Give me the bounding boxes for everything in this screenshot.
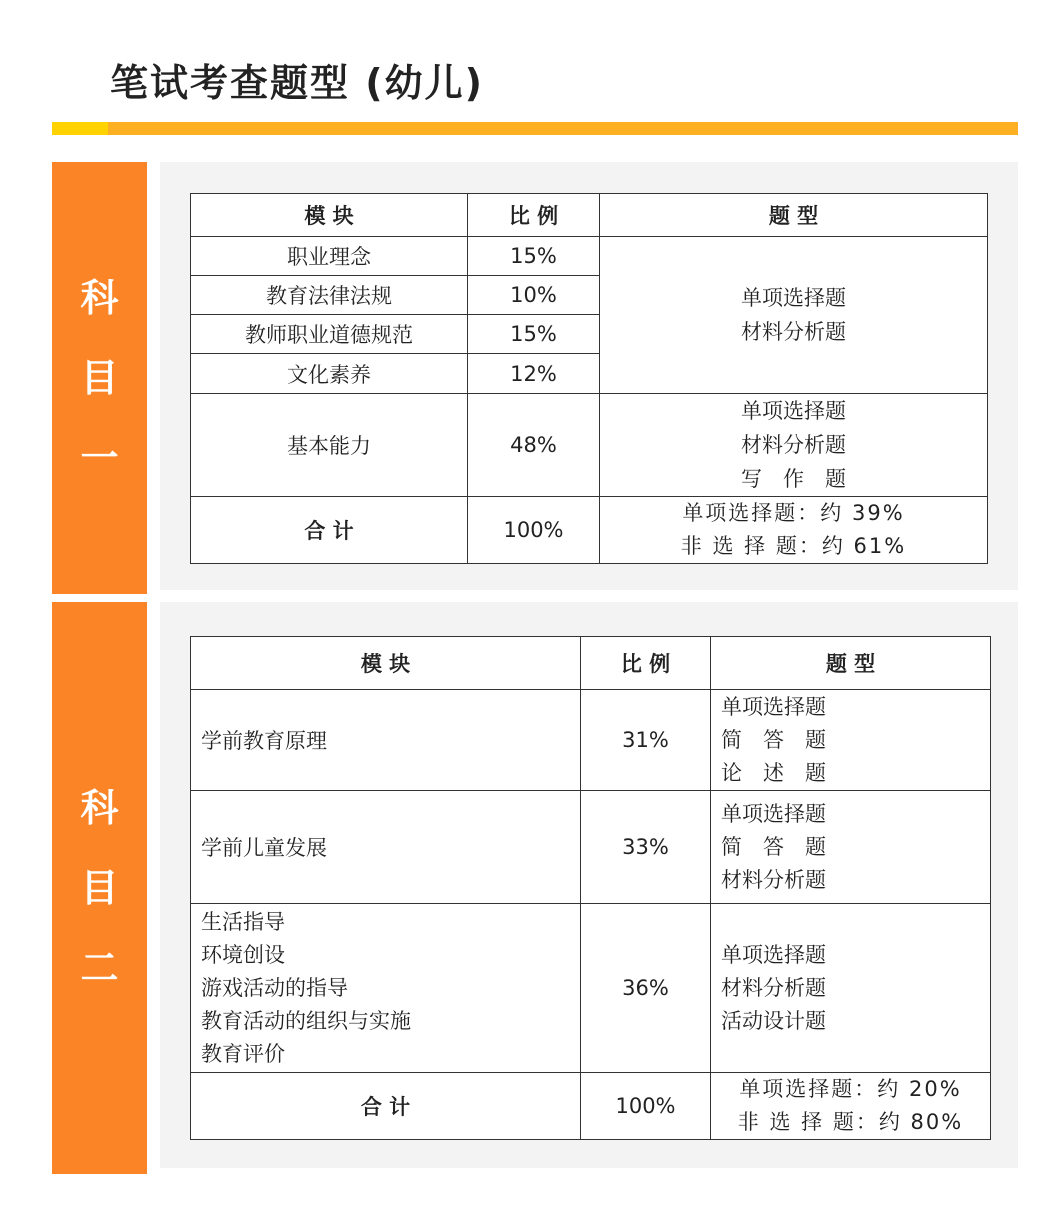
subject-1-label bbox=[52, 162, 147, 594]
module-line: 生活指导 bbox=[201, 909, 285, 934]
module-line: 学前儿童发展 bbox=[201, 836, 327, 860]
module-line: 游戏活动的指导 bbox=[201, 975, 348, 1000]
header-module: 模 块 bbox=[191, 637, 581, 690]
type-line: 单项选择题：约 20% bbox=[739, 1077, 962, 1101]
subject-1-char: 一 bbox=[80, 436, 119, 480]
ratio-cell: 15% bbox=[468, 315, 600, 354]
module-line: 教育活动的组织与实施 bbox=[201, 1008, 411, 1033]
title-underline-accent bbox=[52, 122, 108, 135]
type-line: 材料分析题 bbox=[721, 975, 826, 1000]
ratio-cell: 33% bbox=[581, 791, 711, 904]
type-line: 简 答 题 bbox=[721, 727, 826, 752]
module-line: 学前教育原理 bbox=[201, 729, 327, 753]
type-line: 单项选择题 bbox=[721, 801, 826, 826]
header-type: 题 型 bbox=[711, 637, 991, 690]
type-cell bbox=[711, 904, 991, 1073]
type-cell bbox=[600, 237, 988, 394]
total-label: 合 计 bbox=[191, 497, 468, 564]
header-type: 题 型 bbox=[600, 194, 988, 237]
type-line: 简 答 题 bbox=[721, 834, 826, 859]
type-line: 活动设计题 bbox=[721, 1008, 826, 1033]
ratio-cell: 10% bbox=[468, 276, 600, 315]
subject-2-char: 二 bbox=[80, 946, 119, 990]
total-label: 合 计 bbox=[191, 1073, 581, 1140]
module-line: 教育评价 bbox=[201, 1041, 285, 1066]
subject-2-label bbox=[52, 602, 147, 1174]
total-types bbox=[600, 497, 988, 564]
ratio-cell: 36% bbox=[581, 904, 711, 1073]
type-line: 非 选 择 题：约 80% bbox=[737, 1110, 964, 1134]
type-line: 材料分析题 bbox=[741, 320, 846, 344]
type-cell bbox=[600, 394, 988, 497]
type-line: 单项选择题 bbox=[741, 399, 846, 423]
subject-1-table bbox=[190, 193, 988, 564]
header-module: 模 块 bbox=[191, 194, 468, 237]
module-cell: 基本能力 bbox=[191, 394, 468, 497]
type-line: 材料分析题 bbox=[721, 867, 826, 892]
type-line: 写 作 题 bbox=[741, 467, 846, 491]
subject-1-char: 科 bbox=[80, 276, 119, 320]
subject-2-table bbox=[190, 636, 991, 1140]
type-line: 单项选择题：约 39% bbox=[682, 501, 905, 525]
module-line: 环境创设 bbox=[201, 942, 285, 967]
type-cell bbox=[711, 690, 991, 791]
type-line: 论 述 题 bbox=[721, 760, 826, 785]
module-cell bbox=[191, 791, 581, 904]
module-cell: 职业理念 bbox=[191, 237, 468, 276]
ratio-cell: 12% bbox=[468, 354, 600, 394]
header-ratio: 比 例 bbox=[581, 637, 711, 690]
module-cell bbox=[191, 690, 581, 791]
ratio-cell: 15% bbox=[468, 237, 600, 276]
type-line: 单项选择题 bbox=[721, 694, 826, 719]
type-line: 单项选择题 bbox=[741, 286, 846, 310]
module-cell: 文化素养 bbox=[191, 354, 468, 394]
type-line: 非 选 择 题：约 61% bbox=[680, 534, 907, 558]
module-cell: 教师职业道德规范 bbox=[191, 315, 468, 354]
subject-2-char: 目 bbox=[80, 866, 119, 910]
subject-1-char: 目 bbox=[80, 356, 119, 400]
ratio-cell: 31% bbox=[581, 690, 711, 791]
header-ratio: 比 例 bbox=[468, 194, 600, 237]
type-line: 材料分析题 bbox=[741, 433, 846, 457]
title-underline bbox=[108, 122, 1018, 135]
module-cell bbox=[191, 904, 581, 1073]
ratio-cell: 48% bbox=[468, 394, 600, 497]
total-types bbox=[711, 1073, 991, 1140]
total-ratio: 100% bbox=[581, 1073, 711, 1140]
type-line: 单项选择题 bbox=[721, 942, 826, 967]
total-ratio: 100% bbox=[468, 497, 600, 564]
type-cell bbox=[711, 791, 991, 904]
subject-2-char: 科 bbox=[80, 786, 119, 830]
module-cell: 教育法律法规 bbox=[191, 276, 468, 315]
page-title: 笔试考查题型 (幼儿) bbox=[110, 61, 484, 105]
